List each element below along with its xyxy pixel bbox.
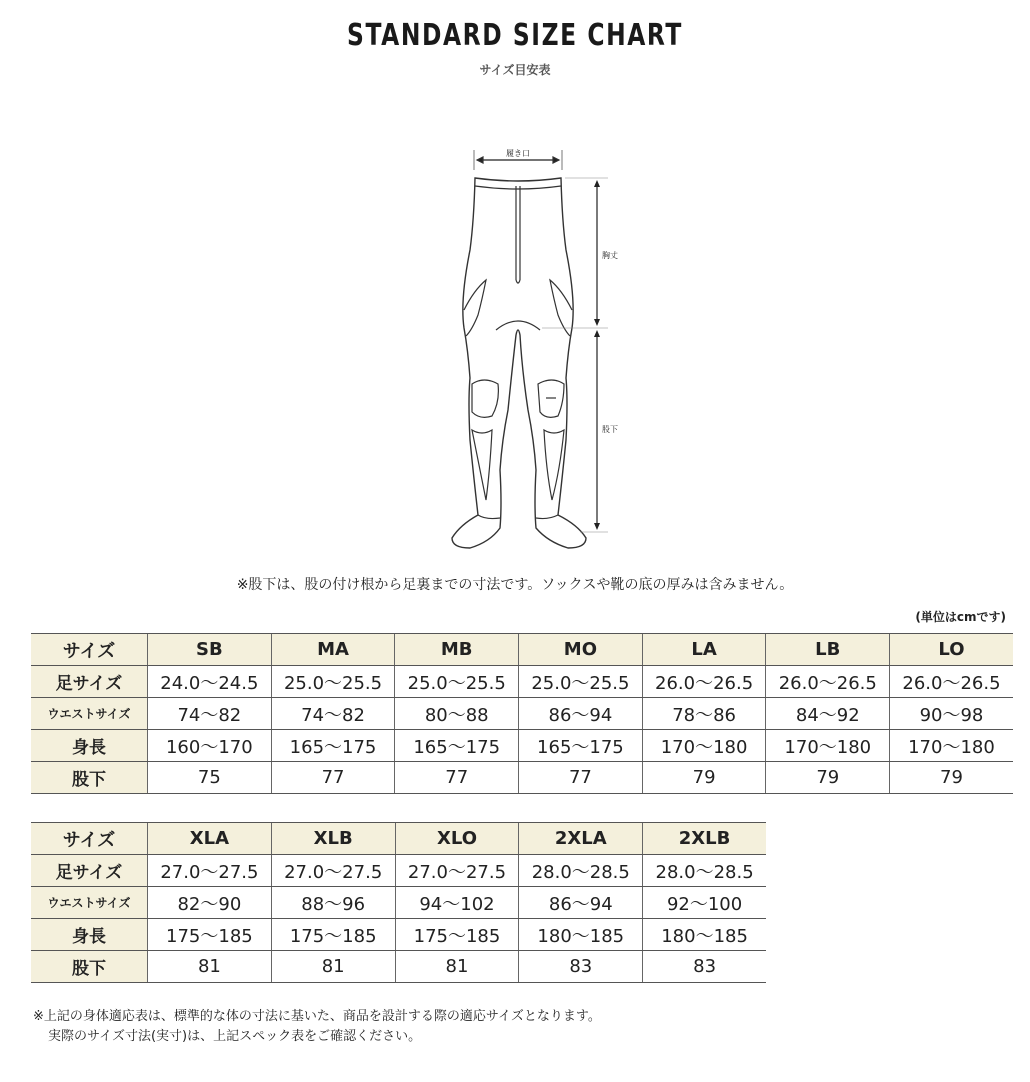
table-cell-height: 180～185 — [643, 919, 766, 951]
size-header-cell: LO — [890, 634, 1013, 666]
size-header-cell: SB — [148, 634, 272, 666]
table-cell-waist: 84～92 — [766, 698, 890, 730]
table-cell-inseam: 77 — [271, 762, 395, 794]
table-cell-waist: 86～94 — [519, 887, 643, 919]
footnote-line-1: ※上記の身体適応表は、標準的な体の寸法に基いた、商品を設計する際の適応サイズとなります。 — [33, 1009, 601, 1024]
page-title: STANDARD SIZE CHART — [347, 18, 683, 53]
size-header-cell: MB — [395, 634, 519, 666]
table-cell-waist: 92～100 — [643, 887, 766, 919]
size-table-2 — [31, 822, 766, 983]
inseam-note: ※股下は、股の付け根から足裏までの寸法です。ソックスや靴の底の厚みは含みません。 — [236, 577, 794, 593]
unit-note: (単位はcmです) — [915, 610, 1006, 624]
size-header-cell: 2XLB — [643, 823, 766, 855]
row-label-waist: ウエストサイズ — [31, 698, 148, 730]
size-header-cell: XLB — [271, 823, 395, 855]
table-cell-height: 165～175 — [395, 730, 519, 762]
row-label-height: 身長 — [31, 730, 148, 762]
table-cell-foot: 26.0～26.5 — [890, 666, 1013, 698]
table-cell-foot: 28.0～28.5 — [519, 855, 643, 887]
wader-diagram — [430, 140, 630, 560]
row-label-waist: ウエストサイズ — [31, 887, 148, 919]
table-cell-height: 175～185 — [148, 919, 272, 951]
table-cell-inseam: 83 — [643, 951, 766, 983]
table-cell-foot: 25.0～25.5 — [519, 666, 643, 698]
table-row-foot — [31, 666, 1013, 698]
row-label-size: サイズ — [31, 634, 148, 666]
table-row-waist — [31, 887, 766, 919]
size-header-cell: XLO — [395, 823, 519, 855]
diagram-label-opening: 履き口 — [506, 149, 530, 158]
table-row-inseam — [31, 951, 766, 983]
table-cell-waist: 80～88 — [395, 698, 519, 730]
table-row-waist — [31, 698, 1013, 730]
row-label-inseam: 股下 — [31, 762, 148, 794]
table-cell-inseam: 79 — [890, 762, 1013, 794]
page-subtitle: サイズ目安表 — [479, 63, 551, 77]
row-label-size: サイズ — [31, 823, 148, 855]
size-header-cell: XLA — [148, 823, 272, 855]
table-cell-waist: 82～90 — [148, 887, 272, 919]
table-cell-foot: 28.0～28.5 — [643, 855, 766, 887]
table-cell-inseam: 79 — [642, 762, 766, 794]
table-cell-foot: 26.0～26.5 — [766, 666, 890, 698]
row-label-foot: 足サイズ — [31, 855, 148, 887]
footnote-line-2: 実際のサイズ寸法(実寸)は、上記スペック表をご確認ください。 — [48, 1029, 422, 1044]
table-cell-foot: 25.0～25.5 — [395, 666, 519, 698]
diagram-label-chest: 胸丈 — [602, 251, 618, 260]
table-cell-height: 170～180 — [642, 730, 766, 762]
table-cell-foot: 25.0～25.5 — [271, 666, 395, 698]
row-label-height: 身長 — [31, 919, 148, 951]
table-cell-waist: 94～102 — [395, 887, 519, 919]
size-header-cell: 2XLA — [519, 823, 643, 855]
table-cell-inseam: 77 — [395, 762, 519, 794]
table-cell-waist: 74～82 — [148, 698, 272, 730]
table-cell-inseam: 75 — [148, 762, 272, 794]
table-row-size — [31, 634, 1013, 666]
table-cell-height: 170～180 — [890, 730, 1013, 762]
size-table-1 — [31, 633, 1013, 794]
diagram-label-inseam: 股下 — [602, 425, 618, 434]
table-cell-inseam: 81 — [148, 951, 272, 983]
table-cell-height: 180～185 — [519, 919, 643, 951]
table-cell-foot: 24.0～24.5 — [148, 666, 272, 698]
footnote — [33, 1007, 601, 1047]
table-cell-height: 165～175 — [519, 730, 643, 762]
table-cell-foot: 27.0～27.5 — [148, 855, 272, 887]
table-cell-height: 160～170 — [148, 730, 272, 762]
table-cell-inseam: 83 — [519, 951, 643, 983]
table-cell-inseam: 77 — [519, 762, 643, 794]
table-cell-waist: 86～94 — [519, 698, 643, 730]
table-cell-foot: 27.0～27.5 — [395, 855, 519, 887]
table-cell-waist: 90～98 — [890, 698, 1013, 730]
size-header-cell: MA — [271, 634, 395, 666]
table-cell-height: 170～180 — [766, 730, 890, 762]
table-cell-foot: 27.0～27.5 — [271, 855, 395, 887]
size-header-cell: LB — [766, 634, 890, 666]
table-cell-waist: 78～86 — [642, 698, 766, 730]
table-cell-height: 175～185 — [395, 919, 519, 951]
size-header-cell: LA — [642, 634, 766, 666]
table-row-height — [31, 919, 766, 951]
row-label-inseam: 股下 — [31, 951, 148, 983]
table-cell-inseam: 81 — [395, 951, 519, 983]
table-cell-height: 165～175 — [271, 730, 395, 762]
table-row-foot — [31, 855, 766, 887]
table-cell-inseam: 81 — [271, 951, 395, 983]
table-row-height — [31, 730, 1013, 762]
table-row-size — [31, 823, 766, 855]
table-cell-waist: 74～82 — [271, 698, 395, 730]
row-label-foot: 足サイズ — [31, 666, 148, 698]
table-cell-inseam: 79 — [766, 762, 890, 794]
table-cell-waist: 88～96 — [271, 887, 395, 919]
size-header-cell: MO — [519, 634, 643, 666]
table-row-inseam — [31, 762, 1013, 794]
table-cell-foot: 26.0～26.5 — [642, 666, 766, 698]
table-cell-height: 175～185 — [271, 919, 395, 951]
